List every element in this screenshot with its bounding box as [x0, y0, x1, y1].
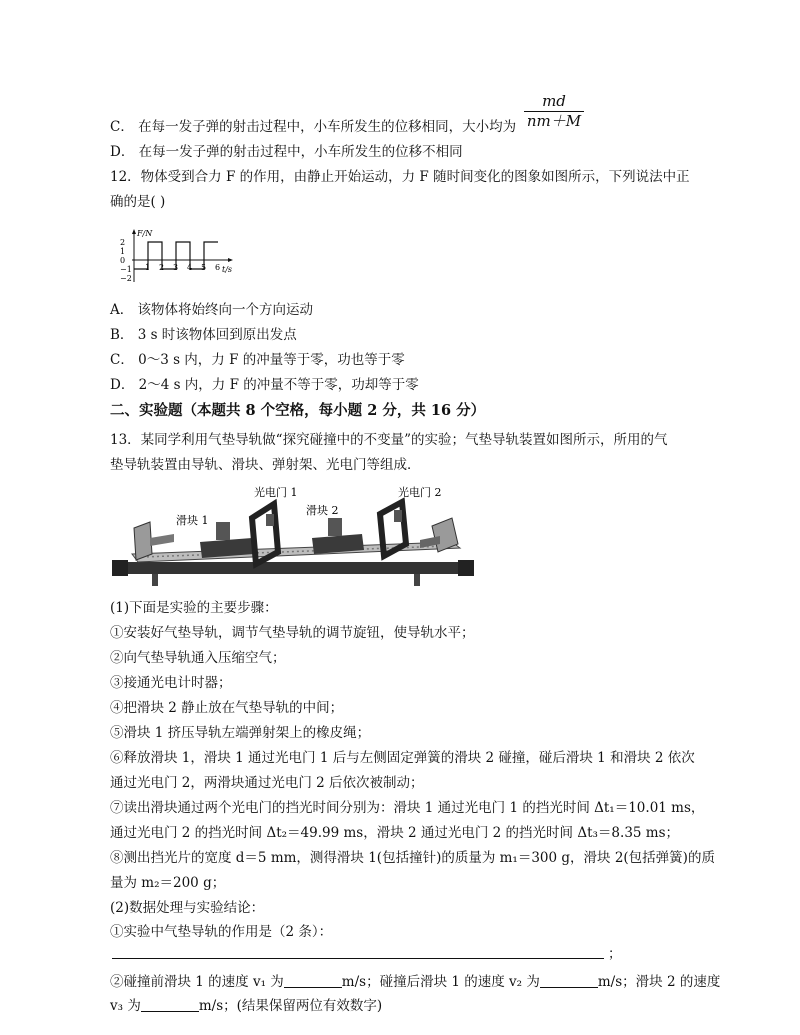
q12-stem-line1: 12．物体受到合力 F 的作用，由静止开始运动，力 F 随时间变化的图象如图所示，下列说法中正 — [110, 169, 690, 185]
q12-option-a: A． 该物体将始终向一个方向运动 — [110, 302, 314, 318]
q13-step-5: ⑤滑块 1 挤压导轨左端弹射架上的橡皮绳； — [110, 725, 371, 741]
fraction-denominator: nm＋M — [526, 112, 582, 130]
y-tick-label: 2 — [120, 238, 126, 247]
q13-step-3: ③接通光电计时器； — [110, 675, 232, 691]
answer-blank-semicolon: ； — [608, 946, 622, 962]
q13-step-6b: 通过光电门 2，两滑块通过光电门 2 后依次被制动； — [110, 775, 424, 791]
y-tick-label: 1 — [120, 247, 126, 256]
slider-1-flag — [216, 522, 230, 540]
left-foot — [112, 560, 128, 576]
q13-step-4: ④把滑块 2 静止放在气垫导轨的中间； — [110, 700, 344, 716]
y-tick-label: −1 — [120, 265, 132, 274]
q12-option-d: D． 2～4 s 内，力 F 的冲量不等于零，功却等于零 — [110, 377, 419, 393]
section2-heading: 二、实验题（本题共 8 个空格，每小题 2 分，共 16 分） — [110, 402, 486, 419]
q11-option-d: D． 在每一发子弹的射击过程中，小车所发生的位移不相同 — [110, 144, 463, 160]
q12-stem-line2: 确的是( ) — [110, 194, 166, 210]
label-photogate-1: 光电门 1 — [254, 486, 298, 499]
launcher-clamp — [150, 534, 174, 546]
v3-prefix: m/s；滑块 2 的速度 — [597, 974, 721, 990]
q12-force-time-graph — [112, 216, 233, 290]
q13-sub2-line1 — [110, 972, 720, 992]
v1-prefix: ②碰撞前滑块 1 的速度 v₁ 为 — [110, 974, 284, 990]
label-slider-1: 滑块 1 — [176, 514, 209, 527]
fraction-numerator: md — [524, 92, 584, 112]
v3-label: v₃ 为 — [110, 998, 141, 1014]
q13-step-8b: 量为 m₂＝200 g； — [110, 875, 226, 891]
q11-displacement-fraction — [524, 92, 584, 130]
y-axis-label: F/N — [137, 229, 153, 238]
x-tick-label: 6 — [215, 263, 221, 272]
slider-2-flag — [328, 518, 342, 536]
q13-part1: (1)下面是实验的主要步骤： — [110, 600, 278, 616]
v3-suffix: m/s；(结果保留两位有效数字) — [198, 998, 383, 1014]
answer-blank-v2[interactable] — [540, 973, 598, 988]
q13-stem-line2: 垫导轨装置由导轨、滑块、弹射架、光电门等组成． — [110, 457, 421, 473]
x-tick-label: 5 — [201, 263, 207, 272]
leveling-screw-left — [152, 574, 158, 586]
q13-sub2-line2 — [110, 996, 382, 1016]
q12-option-b: B． 3 s 时该物体回到原出发点 — [110, 327, 297, 343]
leveling-screw-right — [414, 574, 420, 586]
q13-step-6a: ⑥释放滑块 1，滑块 1 通过光电门 1 后与左侧固定弹簧的滑块 2 碰撞，碰后滑块 1 和滑块 2 依次 — [110, 750, 695, 766]
q13-part2: (2)数据处理与实验结论： — [110, 900, 265, 916]
q13-step-8a: ⑧测出挡光片的宽度 d＝5 mm，测得滑块 1(包括撞针)的质量为 m₁＝300 g，滑块 2(包括弹簧)的质 — [110, 850, 715, 866]
photogate-2 — [380, 502, 406, 556]
y-axis-arrow — [132, 229, 136, 234]
y-tick-label: 0 — [120, 256, 126, 265]
q13-step-1: ①安装好气垫导轨，调节气垫导轨的调节旋钮，使导轨水平； — [110, 625, 475, 641]
air-track — [132, 542, 460, 562]
y-tick-label: −2 — [120, 274, 132, 283]
photogate-1-sensor — [266, 514, 274, 526]
q12-option-c: C． 0～3 s 内，力 F 的冲量等于零，功也等于零 — [110, 352, 405, 368]
answer-blank-v3[interactable] — [141, 997, 199, 1012]
label-photogate-2: 光电门 2 — [398, 486, 442, 499]
x-tick-label: 2 — [159, 263, 165, 272]
air-track-figure — [112, 482, 480, 592]
track-base — [120, 562, 466, 574]
x-axis-arrow — [228, 258, 233, 262]
label-slider-2: 滑块 2 — [306, 504, 339, 517]
answer-blank-air-track-role[interactable] — [112, 958, 604, 959]
v2-prefix: m/s；碰撞后滑块 1 的速度 v₂ 为 — [341, 974, 540, 990]
q13-sub1: ①实验中气垫导轨的作用是（2 条）： — [110, 924, 333, 940]
x-axis-label: t/s — [222, 265, 233, 274]
left-launcher — [134, 522, 152, 560]
answer-blank-v1[interactable] — [284, 973, 342, 988]
q13-step-2: ②向气垫导轨通入压缩空气； — [110, 650, 286, 666]
photogate-2-sensor — [394, 510, 402, 522]
q13-step-7b: 通过光电门 2 的挡光时间 Δt₂＝49.99 ms，滑块 2 通过光电门 2 的挡光时间 Δt₃＝8.35 ms； — [110, 825, 680, 841]
right-foot — [458, 560, 474, 576]
q13-stem-line1: 13．某同学利用气垫导轨做“探究碰撞中的不变量”的实验；气垫导轨装置如图所示，所用的气 — [110, 432, 668, 448]
q11-option-c: C． 在每一发子弹的射击过程中，小车所发生的位移相同，大小均为 — [110, 119, 517, 135]
x-tick-label: 3 — [173, 263, 179, 272]
q13-step-7a: ⑦读出滑块通过两个光电门的挡光时间分别为：滑块 1 通过光电门 1 的挡光时间 Δt₁＝10.01 ms， — [110, 800, 705, 816]
x-tick-label: 1 — [145, 263, 151, 272]
x-tick-label: 4 — [187, 263, 193, 272]
